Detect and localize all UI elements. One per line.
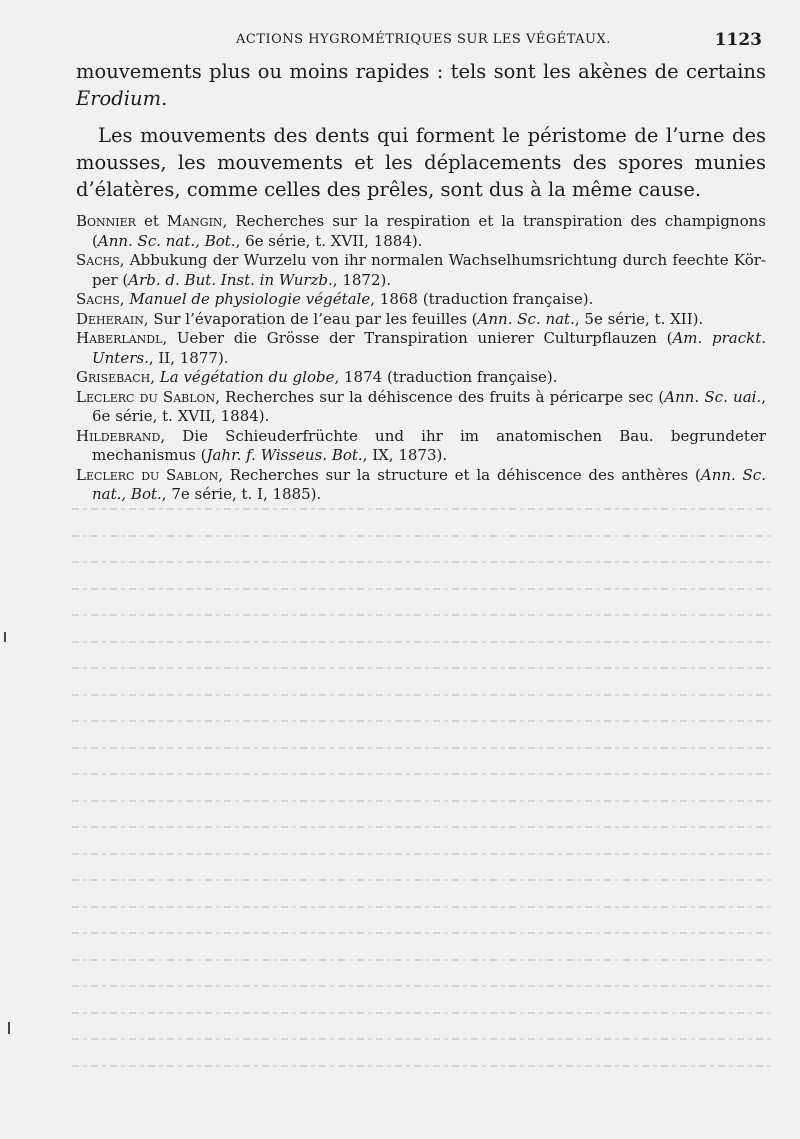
page-header [76, 30, 766, 52]
reference-entry [76, 388, 766, 427]
reference-entry [76, 466, 766, 505]
text-run: , Die Schieuderfrüchte und ihr im anatomischen Bau. begrundeter mechanismus ( [92, 426, 766, 464]
show-through-line [72, 932, 772, 934]
text-run: , 1868 (traduction française). [370, 290, 594, 308]
text-run: , II, 1877). [148, 348, 229, 367]
text-run: , Sur l’évaporation de l’eau par les feuilles ( [143, 309, 478, 328]
show-through-line [72, 1065, 772, 1067]
text-run: , Ueber die Grösse der Transpiration unierer Culturpflauzen ( [162, 329, 673, 347]
margin-mark [4, 632, 6, 642]
show-through-line [72, 641, 772, 643]
text-run: et [135, 212, 167, 230]
text-run: , Recherches sur la respiration et la transpiration des champignons ( [92, 212, 766, 250]
show-through-line [72, 508, 772, 510]
text-run: , Abbukung der Wurzelu von ihr normalen Wachselhumsrichtung durch feechte Kör-per ( [92, 251, 766, 289]
show-through-line [72, 826, 772, 828]
show-through-line [72, 800, 772, 802]
paragraph-mosses [76, 122, 766, 203]
book-title: La végétation du globe [159, 368, 335, 386]
show-through-line [72, 747, 772, 749]
show-through-line [72, 1038, 772, 1040]
reference-entry [76, 290, 766, 310]
page-number: 1123 [714, 30, 762, 50]
text-run: , 5e série, t. XII). [574, 309, 704, 328]
journal-title: Ann. Sc. nat. [477, 309, 575, 328]
journal-title: Ann. Sc. nat., Bot. [97, 231, 236, 250]
text-run: , IX, 1873). [362, 446, 448, 464]
reference-entry [76, 368, 766, 388]
journal-title: Am. prackt. Unters. [92, 329, 767, 367]
author-name: Mangin [166, 212, 223, 230]
text-run: , 6e série, t. XVII, 1884). [92, 387, 766, 425]
show-through-texture [72, 508, 772, 1128]
show-through-line [72, 853, 772, 855]
body-text [76, 58, 766, 203]
reference-entry [76, 310, 766, 330]
author-name: Haberlandl [76, 329, 163, 347]
show-through-line [72, 535, 772, 537]
show-through-line [72, 694, 772, 696]
author-name: Sachs [76, 251, 120, 269]
author-name: Hildebrand [76, 426, 161, 445]
show-through-line [72, 879, 772, 881]
text-run: , Recherches sur la déhiscence des fruits à péricarpe sec ( [215, 387, 665, 406]
author-name: Bonnier [76, 212, 136, 230]
show-through-line [72, 985, 772, 987]
text-run: , [119, 290, 130, 308]
journal-title: Jahr. f. Wisseus. Bot. [206, 446, 363, 464]
text-run: , 7e série, t. I, 1885). [161, 485, 322, 503]
show-through-line [72, 773, 772, 775]
author-name: Leclerc du Sablon [76, 465, 219, 484]
text-run: , Recherches sur la structure et la déhiscence des anthères ( [218, 465, 701, 484]
show-through-line [72, 614, 772, 616]
show-through-line [72, 588, 772, 590]
reference-entry [76, 251, 766, 290]
journal-title: Ann. Sc. nat., Bot. [92, 465, 766, 503]
show-through-line [72, 667, 772, 669]
journal-title: Arb. d. But. Inst. in Wurzb. [128, 270, 333, 289]
text-run-italic: Erodium [76, 87, 162, 110]
text-run: , 1872). [332, 270, 392, 289]
journal-title: Ann. Sc. uai. [664, 387, 762, 406]
book-title: Manuel de physiologie végétale [129, 290, 371, 308]
text-run: . [161, 87, 168, 110]
margin-mark [8, 1022, 10, 1034]
reference-entry [76, 212, 766, 251]
show-through-line [72, 720, 772, 722]
show-through-line [72, 906, 772, 908]
paragraph-continuation [76, 58, 766, 112]
running-title: ACTIONS HYGROMÉTRIQUES SUR LES VÉGÉTAUX. [236, 32, 611, 47]
text-run: mouvements plus ou moins rapides : tels sont les akènes de certains [76, 60, 766, 83]
show-through-line [72, 561, 772, 563]
reference-entry [76, 329, 766, 368]
text-run: , 1874 (traduction française). [334, 368, 558, 386]
author-name: Leclerc du Sablon [76, 387, 216, 406]
author-name: Sachs [76, 290, 120, 308]
text-run: , 6e série, t. XVII, 1884). [235, 231, 423, 250]
author-name: Deherain [76, 309, 144, 328]
text-run: , [150, 368, 160, 386]
reference-entry [76, 427, 766, 466]
show-through-line [72, 1012, 772, 1014]
text-run: Les mouvements des dents qui forment le péristome de l’urne des mousses, les mouvements et les déplacements des spores munies d’élatères, comme celles des prêles, sont dus à la même cause. [76, 124, 766, 201]
show-through-line [72, 959, 772, 961]
bibliography [76, 212, 766, 505]
author-name: Grisebach [76, 368, 151, 386]
